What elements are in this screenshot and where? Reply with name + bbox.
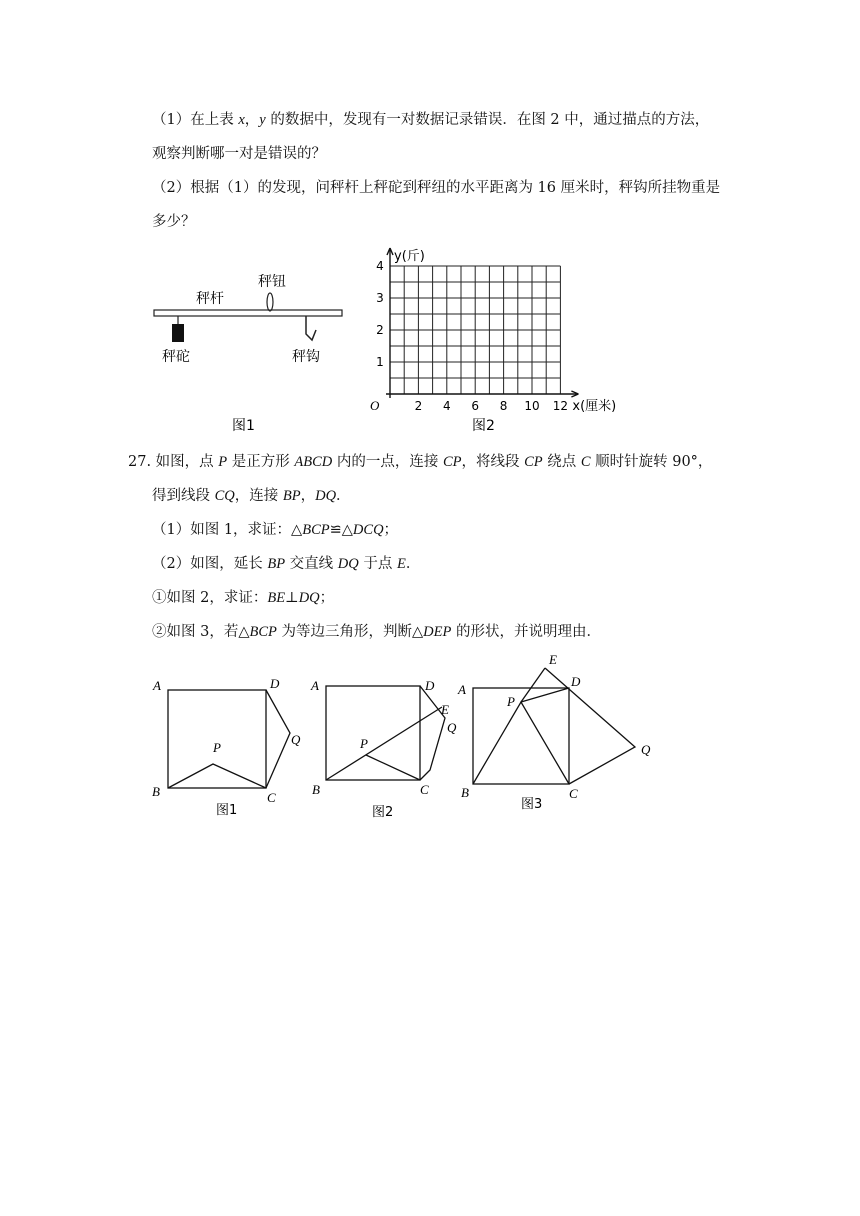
x-tick-label: 2 [414,399,423,413]
fig2-caption: 图2 [372,805,394,820]
q26-part2-line2: 多少？ [152,214,196,230]
square-abcd [326,686,420,780]
q27-stem-line2: 得到线段 CQ，连接 BP，DQ． [152,488,351,504]
origin-label: O [370,398,380,413]
label-a: A [458,682,466,697]
label-a: A [153,678,161,693]
q27-sub2: ②如图 3，若△BCP 为等边三角形，判断△DEP 的形状，并说明理由． [152,624,601,640]
label-q: Q [447,720,457,735]
label-q: Q [291,732,301,747]
label-b: B [461,785,469,800]
label-d: D [270,676,280,691]
y-axis-label: y(斤) [394,249,425,264]
q27-part2: （2）如图，延长 BP 交直线 DQ 于点 E． [152,556,421,572]
q26-part2-line1: （2）根据（1）的发现，问秤杆上秤砣到秤纽的水平距离为 16 厘米时，秤钩所挂物重是 [152,180,721,196]
label-c: C [569,786,578,801]
segments-bp-cp [168,764,266,788]
fig1-caption: 图1 [216,803,238,818]
fig3-caption: 图3 [521,797,543,812]
x-tick-label: 10 [524,399,540,413]
label-hook: 秤钩 [292,349,320,365]
q27-stem-line1: 27. 如图，点 P 是正方形 ABCD 内的一点，连接 CP，将线段 CP 绕点 C 顺时针旋转 90°， [128,454,713,470]
y-tick-label: 4 [376,259,384,273]
q27-figure-3 [455,650,665,820]
x-tick-label: 6 [471,399,480,413]
y-tick-label: 3 [376,291,384,305]
label-q: Q [641,742,651,757]
fig1-caption: 图1 [232,418,255,434]
label-b: B [312,782,320,797]
y-tick-label: 2 [376,323,384,337]
x-tick-label: 4 [442,399,451,413]
hook-shape [306,316,316,340]
label-p: P [507,694,515,709]
x-axis-label: x(厘米) [572,399,617,414]
label-e: E [441,702,449,717]
segments-dq-cq [266,690,290,788]
label-b: B [152,784,160,799]
label-e: E [549,652,557,667]
q27-sub1: ①如图 2，求证：BE⊥DQ； [152,590,335,606]
label-weight: 秤砣 [162,349,190,365]
label-p: P [213,740,221,755]
segments-bp-pc [473,702,569,784]
x-tick-label: 12 [552,399,569,413]
q26-part1-line1: （1）在上表 x，y 的数据中，发现有一对数据记录错误．在图 2 中，通过描点的方法， [152,112,710,128]
y-tick-label: 1 [376,355,384,369]
q26-part1-line2: 观察判断哪一对是错误的？ [152,146,326,162]
segment-pd [521,688,569,702]
label-d: D [425,678,435,693]
segment-be [326,707,442,780]
fig2-caption: 图2 [472,418,495,434]
label-c: C [267,790,276,805]
label-beam: 秤杆 [196,291,224,307]
axes [386,248,578,398]
label-a: A [311,678,319,693]
weight-block [172,324,184,342]
segment-pc [366,755,420,780]
label-knob: 秤钮 [258,274,286,290]
segments-dq-cq [420,686,445,780]
segment-pe [521,668,545,702]
label-p: P [360,736,368,751]
q27-figure-1 [140,660,310,820]
grid-lines [390,266,560,394]
square-abcd [168,690,266,788]
q27-figure-2 [300,660,470,820]
label-d: D [571,674,581,689]
label-c: C [420,782,429,797]
x-tick-label: 8 [499,399,508,413]
q27-part1: （1）如图 1，求证：△BCP≌△DCQ； [152,522,399,538]
steelyard-figure [140,260,350,440]
coordinate-grid-figure [360,240,630,440]
